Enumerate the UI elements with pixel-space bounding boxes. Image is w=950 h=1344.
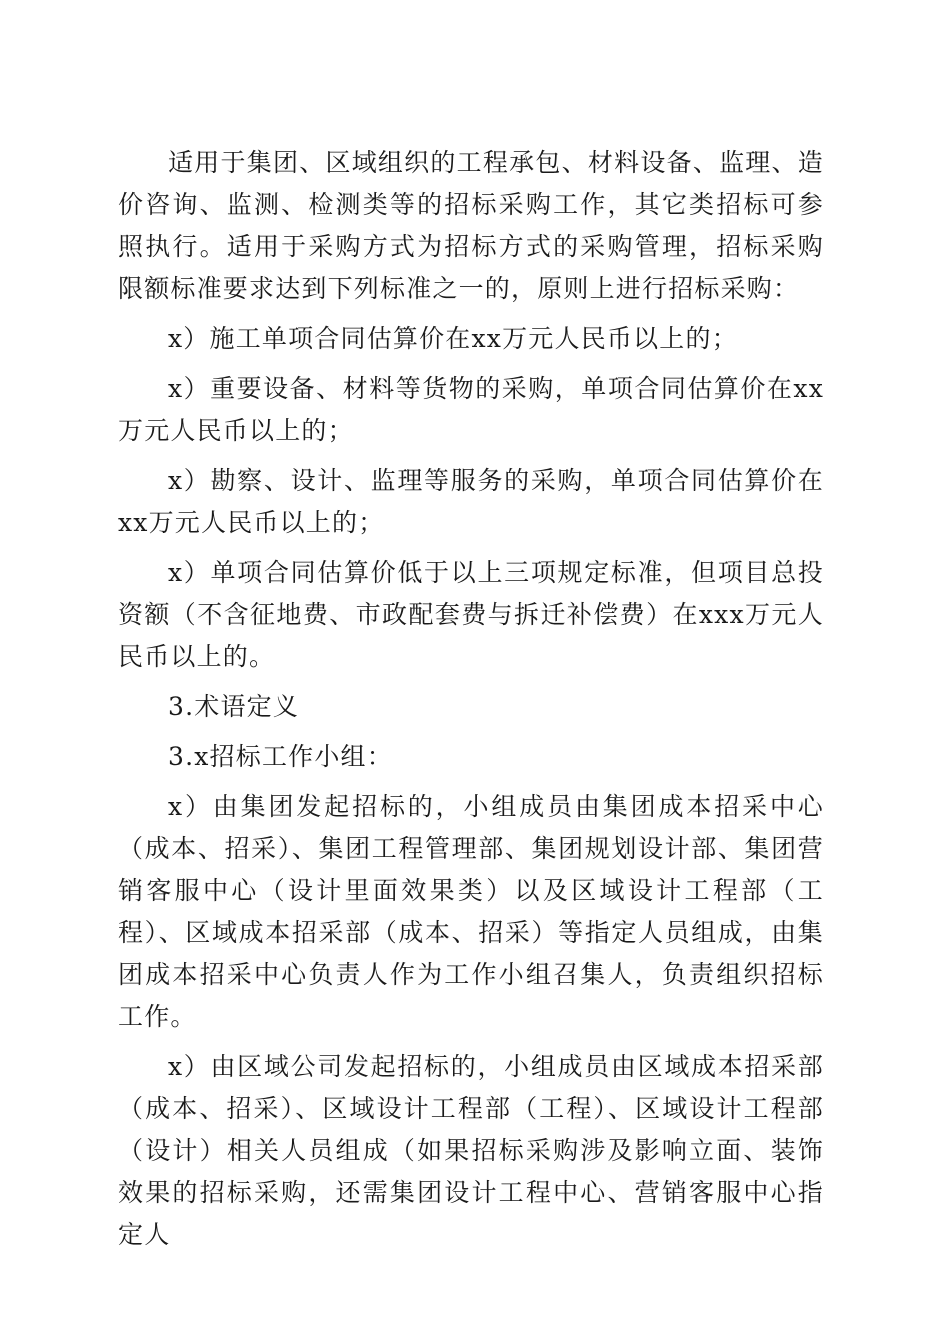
paragraph-item-services: x）勘察、设计、监理等服务的采购，单项合同估算价在xx万元人民币以上的；: [118, 466, 824, 537]
paragraph-item-construction: x）施工单项合同估算价在xx万元人民币以上的；: [168, 324, 738, 353]
paragraph-group-initiated: x）由集团发起招标的，小组成员由集团成本招采中心（成本、招采）、集团工程管理部、集团规划设计部、集团营销客服中心（设计里面效果类）以及区域设计工程部（工程）、区域成本招采部（成本、招采）等指定人员组成，由集团成本招采中心负责人作为工作小组召集人，负责组织招标工作。: [118, 792, 824, 1031]
paragraph-item-total-investment: x）单项合同估算价低于以上三项规定标准，但项目总投资额（不含征地费、市政配套费与拆迁补偿费）在xxx万元人民币以上的。: [118, 558, 824, 671]
paragraph-item-equipment: x）重要设备、材料等货物的采购，单项合同估算价在xx万元人民币以上的；: [118, 374, 824, 445]
document-page: [118, 142, 824, 1256]
paragraph-region-initiated: x）由区域公司发起招标的，小组成员由区域成本招采部（成本、招采）、区域设计工程部（工程）、区域设计工程部（设计）相关人员组成（如果招标采购涉及影响立面、装饰效果的招标采购，还需集团设计工程中心、营销客服中心指定人: [118, 1052, 824, 1249]
paragraph-scope: 适用于集团、区域组织的工程承包、材料设备、监理、造价咨询、监测、检测类等的招标采购工作，其它类招标可参照执行。适用于采购方式为招标方式的采购管理，招标采购限额标准要求达到下列标准之一的，原则上进行招标采购：: [118, 148, 824, 303]
section-heading-terms: 3.术语定义: [168, 692, 300, 721]
subsection-heading-bid-team: 3.x招标工作小组：: [168, 742, 393, 771]
